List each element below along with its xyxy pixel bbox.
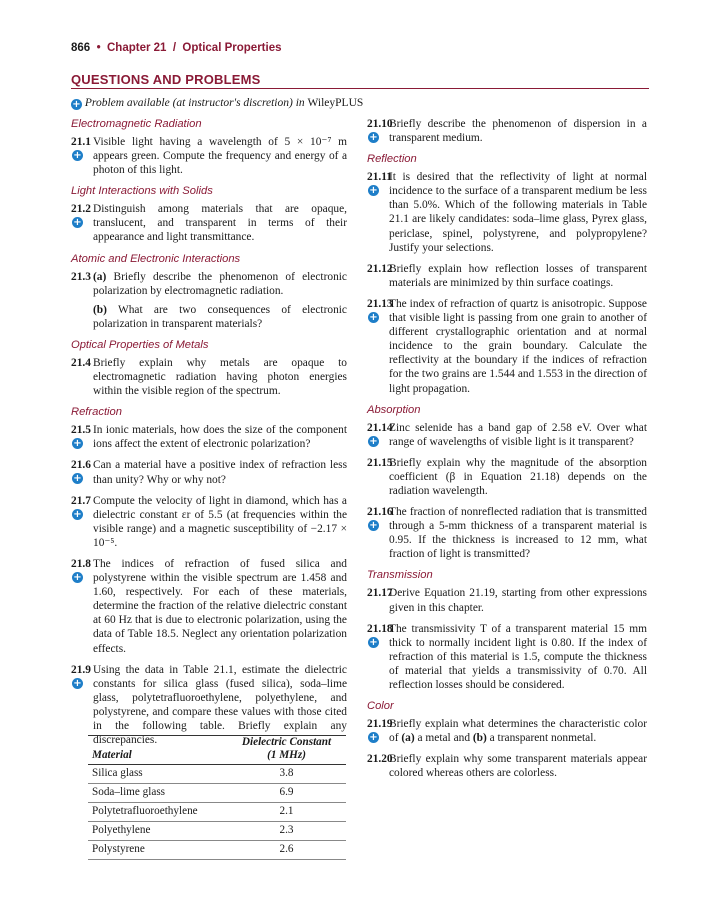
wileyplus-bullet-icon: + bbox=[73, 217, 82, 229]
problem-number: 21.4 bbox=[71, 356, 91, 369]
material-cell: Polyethylene bbox=[88, 822, 227, 841]
section-heading: Electromagnetic Radiation bbox=[71, 118, 202, 130]
table-row bbox=[88, 784, 346, 803]
part-a-label: (a) bbox=[401, 732, 415, 745]
problem-21-1 bbox=[71, 135, 347, 177]
problem-number: 21.16 bbox=[367, 506, 393, 519]
wileyplus-bullet-icon: + bbox=[72, 99, 81, 110]
problem-number: 21.7 bbox=[71, 494, 91, 507]
problem-text: The transmissivity T of a transparent material 15 mm thick to normally incident light is 0.80. If the index of refraction of this material is 1.5, compute the thickness of material that yields a transmissivity of 0.70. All reflection losses should be considered. bbox=[389, 622, 647, 691]
problem-number: 21.20 bbox=[367, 753, 393, 766]
wileyplus-bullet-icon: + bbox=[369, 132, 378, 143]
note-text: Problem available (at instructor's discretion) in bbox=[84, 97, 305, 109]
part-a-label: (a) bbox=[93, 270, 107, 283]
problem-number: 21.18 bbox=[367, 622, 393, 635]
table-row bbox=[88, 803, 346, 822]
problem-number: 21.10 bbox=[367, 118, 393, 130]
problem-text: The fraction of nonreflected radiation that is transmitted through a 5-mm thickness of a transparent material is 0.95. If the thickness is increased to 12 mm, what fraction of light is transmitted? bbox=[389, 506, 647, 561]
wileyplus-bullet-icon: + bbox=[369, 185, 378, 197]
part-b-text: a transparent nonmetal. bbox=[489, 732, 597, 745]
right-column bbox=[367, 117, 647, 787]
section-heading: Optical Properties of Metals bbox=[71, 338, 209, 351]
problem-21-3 bbox=[71, 270, 347, 331]
chapter-label: Chapter 21 bbox=[107, 42, 167, 54]
problem-number: 21.6 bbox=[71, 459, 91, 472]
section-heading: Absorption bbox=[367, 403, 421, 416]
dielectric-constant-table bbox=[88, 735, 346, 860]
section-title: QUESTIONS AND PROBLEMS bbox=[71, 72, 261, 87]
problem-text-a bbox=[93, 270, 347, 298]
problem-text: Briefly explain why some transparent materials appear colored whereas others are colorless. bbox=[389, 753, 647, 780]
column-header-dielectric bbox=[227, 736, 346, 765]
value-cell: 3.8 bbox=[227, 765, 346, 784]
wileyplus-bullet-icon: + bbox=[369, 636, 378, 648]
problem-text: Distinguish among materials that are opaque, translucent, and transparent in terms of their appearance and light transmittance. bbox=[93, 203, 347, 244]
problem-21-19 bbox=[367, 717, 647, 745]
problem-number: 21.5 bbox=[71, 424, 91, 437]
left-column bbox=[71, 117, 347, 754]
problem-21-17 bbox=[367, 586, 647, 614]
problem-21-8 bbox=[71, 557, 347, 656]
problem-number: 21.15 bbox=[367, 456, 393, 469]
problem-text: It is desired that the reflectivity of light at normal incidence to the surface of a transparent medium be less than 5.0%. Which of the following materials in Table 21.1 are likely candidates: soda–lime glass, Pyrex glass, periclase, spinel, polystyrene, and polypropylene? Justify your selections. bbox=[389, 171, 647, 254]
running-header bbox=[71, 42, 281, 54]
problem-text: Briefly explain why the magnitude of the absorption coefficient (β in Equation 21.18) depends on the radiation wavelength. bbox=[389, 456, 647, 497]
problem-text bbox=[389, 717, 647, 745]
problem-text: In ionic materials, how does the size of the component ions affect the extent of electronic polarization? bbox=[93, 424, 347, 451]
problem-text-lead: Briefly explain what determines the characteristic color of bbox=[389, 718, 647, 745]
part-a-text: a metal and bbox=[417, 732, 471, 745]
material-cell: Polytetrafluoroethylene bbox=[88, 803, 227, 822]
problem-number: 21.17 bbox=[367, 587, 393, 600]
problem-text-b bbox=[93, 303, 347, 331]
problem-number: 21.19 bbox=[367, 718, 393, 731]
wileyplus-bullet-icon: + bbox=[73, 508, 82, 520]
table-row bbox=[88, 841, 346, 860]
value-cell: 2.6 bbox=[227, 841, 346, 860]
section-heading: Transmission bbox=[367, 569, 433, 582]
problem-21-6 bbox=[71, 458, 347, 486]
problem-text: Briefly explain why metals are opaque to electromagnetic radiation having photon energies within the visible region of the spectrum. bbox=[93, 356, 347, 398]
problem-21-11 bbox=[367, 170, 647, 255]
material-cell: Soda–lime glass bbox=[88, 784, 227, 803]
problem-21-4 bbox=[71, 356, 347, 398]
wileyplus-bullet-icon: + bbox=[73, 677, 82, 689]
problem-21-20 bbox=[367, 752, 647, 780]
wileyplus-bullet-icon: + bbox=[73, 571, 82, 583]
problem-number: 21.12 bbox=[367, 262, 393, 275]
header-slash: / bbox=[172, 42, 177, 54]
problem-number: 21.14 bbox=[367, 421, 393, 434]
header-line-2: (1 MHz) bbox=[267, 749, 306, 761]
wileyplus-note bbox=[71, 97, 363, 110]
problem-text: Briefly explain how reflection losses of transparent materials are minimized by thin surface coatings. bbox=[389, 262, 647, 289]
section-heading: Reflection bbox=[367, 153, 417, 166]
table-row bbox=[88, 765, 346, 784]
problem-number: 21.3 bbox=[71, 270, 91, 283]
wileyplus-bullet-icon: + bbox=[73, 438, 82, 450]
problem-text: Briefly describe the phenomenon of dispersion in a transparent medium. bbox=[389, 118, 647, 145]
part-b-text: What are two consequences of electronic polarization in transparent materials? bbox=[93, 303, 347, 330]
part-a-text: Briefly describe the phenomenon of electronic polarization by electromagnetic radiation. bbox=[93, 270, 347, 297]
page-number: 866 bbox=[71, 42, 91, 54]
column-header-material: Material bbox=[88, 736, 227, 765]
problem-number: 21.8 bbox=[71, 557, 91, 570]
problem-text: The index of refraction of quartz is anisotropic. Suppose that visible light is passing from one grain to another of different crystallographic orientation and at normal incidence to the grain boundary. Calculate the reflectivity at the boundary if the indices of refraction for the two grains are 1.544 and 1.553 in the direction of light propagation. bbox=[389, 297, 647, 395]
problem-21-10 bbox=[367, 117, 647, 145]
wileyplus-bullet-icon: + bbox=[369, 311, 378, 323]
wileyplus-bullet-icon: + bbox=[73, 473, 82, 485]
problem-text: Visible light having a wavelength of 5 × 10⁻⁷ m appears green. Compute the frequency and energy of a photon of this light. bbox=[93, 136, 347, 177]
wileyplus-bullet-icon: + bbox=[369, 732, 378, 744]
problem-number: 21.2 bbox=[71, 203, 91, 216]
problem-21-15 bbox=[367, 456, 647, 498]
value-cell: 2.3 bbox=[227, 822, 346, 841]
problem-text: Using the data in Table 21.1, estimate the dielectric constants for silica glass (fused silica), soda–lime glass, polytetrafluoroethylene, polyethylene, and polystyrene, and compare these values with those cited in the following table. Briefly explain any discrepancies. bbox=[93, 663, 347, 747]
header-separator: • bbox=[96, 42, 101, 54]
wileyplus-bullet-icon: + bbox=[73, 150, 82, 161]
section-heading: Light Interactions with Solids bbox=[71, 185, 213, 198]
value-cell: 6.9 bbox=[227, 784, 346, 803]
problem-number: 21.9 bbox=[71, 663, 91, 676]
problem-text: The indices of refraction of fused silica and polystyrene within the visible spectrum are 1.458 and 1.60, respectively. For each of these materials, determine the fraction of the relative dielectric constant at 60 Hz that is due to electronic polarization, using the data of Table 18.5. Neglect any orientation polarization effects. bbox=[93, 557, 347, 655]
title-rule bbox=[71, 88, 649, 89]
section-heading: Atomic and Electronic Interactions bbox=[71, 252, 241, 265]
part-b-label: (b) bbox=[93, 303, 107, 316]
part-b-label: (b) bbox=[472, 732, 487, 745]
section-heading: Refraction bbox=[71, 406, 122, 419]
problem-21-7 bbox=[71, 494, 347, 550]
problem-21-2 bbox=[71, 202, 347, 244]
chapter-title: Optical Properties bbox=[182, 42, 282, 54]
material-cell: Polystyrene bbox=[88, 841, 227, 860]
problem-21-14 bbox=[367, 421, 647, 449]
value-cell: 2.1 bbox=[227, 803, 346, 822]
table-header-row bbox=[88, 736, 346, 765]
problem-21-18 bbox=[367, 622, 647, 692]
problem-21-5 bbox=[71, 423, 347, 451]
table-row bbox=[88, 822, 346, 841]
problem-number: 21.1 bbox=[71, 136, 91, 148]
problem-number: 21.13 bbox=[367, 297, 393, 310]
problem-text: Derive Equation 21.19, starting from other expressions given in this chapter. bbox=[389, 587, 647, 614]
problem-text: Can a material have a positive index of refraction less than unity? Why or why not? bbox=[93, 459, 347, 486]
problem-21-13 bbox=[367, 297, 647, 396]
material-cell: Silica glass bbox=[88, 765, 227, 784]
problem-21-12 bbox=[367, 262, 647, 290]
header-line-1: Dielectric Constant bbox=[241, 736, 332, 748]
wileyplus-bullet-icon: + bbox=[369, 435, 378, 447]
problem-text: Compute the velocity of light in diamond, which has a dielectric constant εr of 5.5 (at frequencies within the visible range) and a magnetic susceptibility of −2.17 × 10⁻⁵. bbox=[93, 494, 347, 549]
problem-text: Zinc selenide has a band gap of 2.58 eV. Over what range of wavelengths of visible light is it transparent? bbox=[389, 421, 647, 448]
wileyplus-bullet-icon: + bbox=[369, 520, 378, 532]
problem-21-16 bbox=[367, 505, 647, 561]
note-brand: WileyPLUS bbox=[307, 97, 364, 109]
section-heading: Color bbox=[367, 700, 394, 713]
problem-number: 21.11 bbox=[367, 171, 392, 184]
